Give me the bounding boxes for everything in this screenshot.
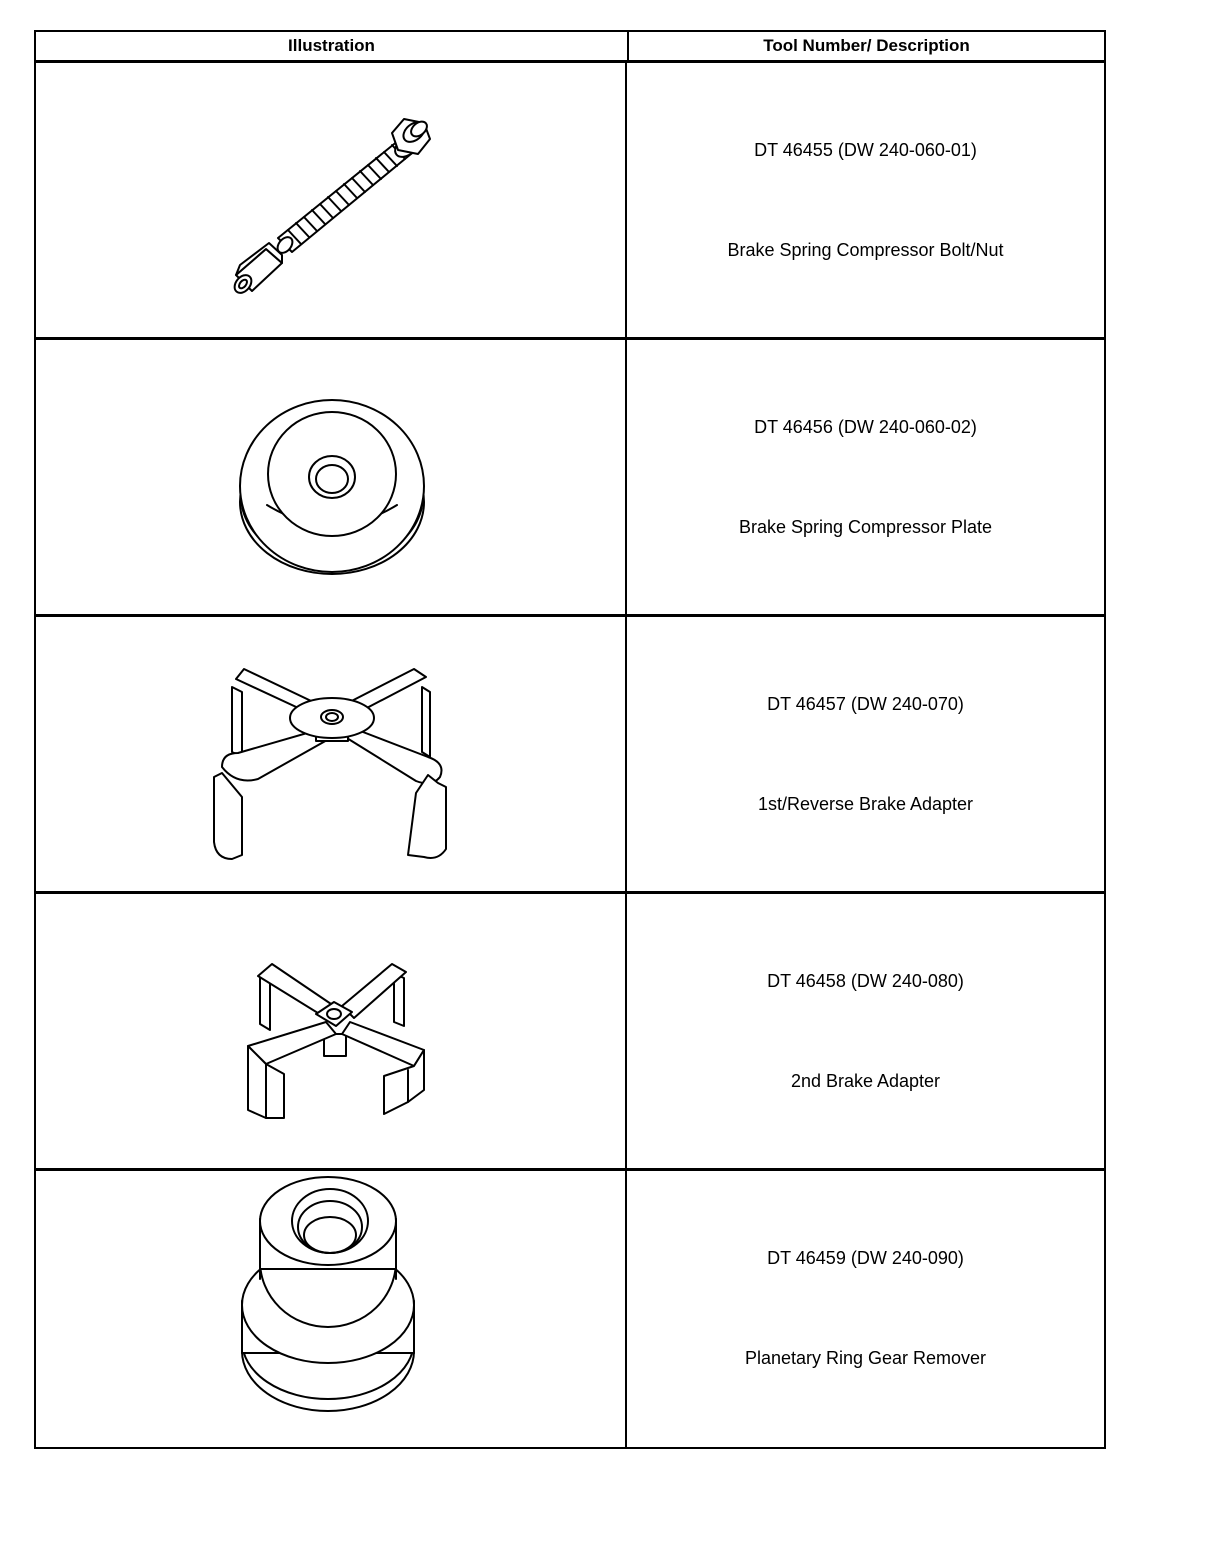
tool-description-cell	[627, 894, 1104, 1168]
table-row	[36, 340, 1104, 617]
table-header	[36, 32, 1104, 63]
cross-adapter-small-icon	[36, 894, 625, 1168]
tool-table	[34, 30, 1106, 1449]
header-illustration: Illustration	[36, 32, 629, 60]
table-row	[36, 617, 1104, 894]
header-tool-description: Tool Number/ Description	[763, 36, 970, 55]
tool-number: DT 46458 (DW 240-080)	[767, 971, 964, 991]
ring-gear-remover-icon	[36, 1171, 625, 1445]
illustration-cell	[36, 617, 627, 891]
tool-description: Planetary Ring Gear Remover	[744, 1348, 987, 1368]
illustration-cell	[36, 340, 627, 614]
tool-number: DT 46455 (DW 240-060-01)	[754, 140, 977, 160]
illustration-cell	[36, 1171, 627, 1447]
tool-number: DT 46459 (DW 240-090)	[767, 1248, 964, 1268]
table-row	[36, 63, 1104, 340]
tool-description: 1st/Reverse Brake Adapter	[757, 794, 974, 814]
illustration-cell	[36, 63, 627, 337]
table-row	[36, 894, 1104, 1171]
cross-adapter-icon	[36, 617, 625, 891]
plate-icon	[36, 340, 625, 614]
tool-number: DT 46456 (DW 240-060-02)	[754, 417, 977, 437]
tool-number: DT 46457 (DW 240-070)	[767, 694, 964, 714]
tool-description: 2nd Brake Adapter	[790, 1071, 941, 1091]
tool-description-cell	[627, 617, 1104, 891]
tool-description-cell	[627, 63, 1104, 337]
table-row	[36, 1171, 1104, 1447]
illustration-cell	[36, 894, 627, 1168]
tool-description-cell	[627, 1171, 1104, 1447]
tool-description: Brake Spring Compressor Plate	[738, 517, 993, 537]
tool-description: Brake Spring Compressor Bolt/Nut	[727, 240, 1004, 260]
tool-description-cell	[627, 340, 1104, 614]
bolt-nut-icon	[36, 63, 625, 337]
